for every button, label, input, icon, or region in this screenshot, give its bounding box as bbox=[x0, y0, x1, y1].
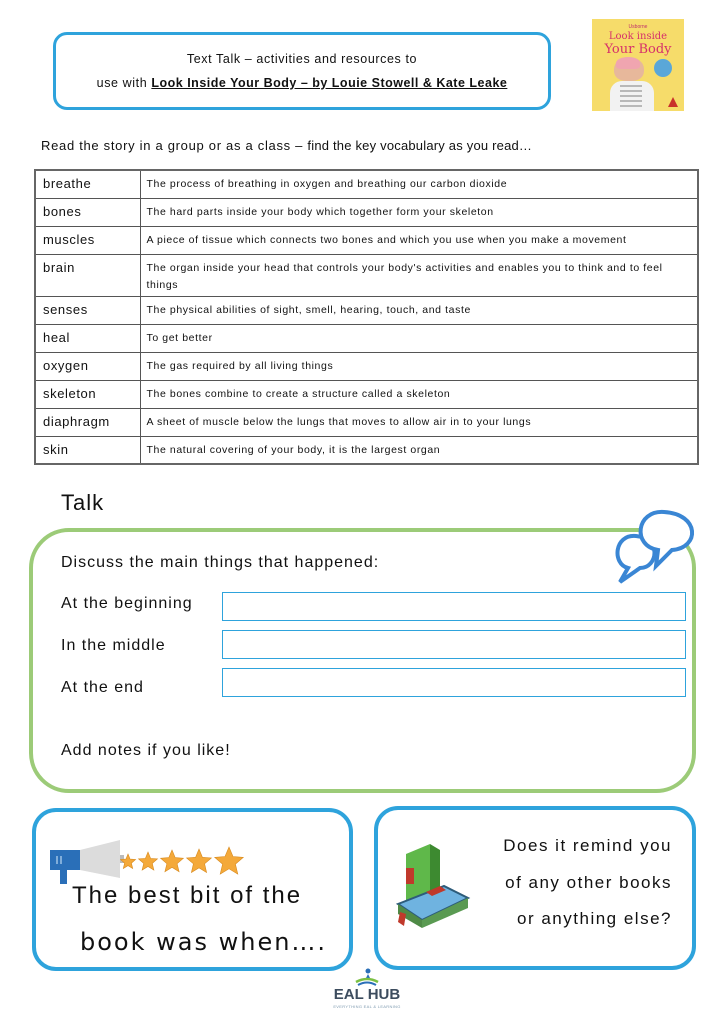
cover-tent-illustration bbox=[668, 97, 678, 107]
vocabulary-definition: To get better bbox=[140, 324, 698, 352]
vocabulary-definition: The organ inside your head that controls your body's activities and enables you to think and to feel things bbox=[140, 254, 698, 296]
remind-box bbox=[374, 806, 696, 970]
cover-title-line-2: Your Body bbox=[604, 42, 672, 57]
book-cover-image bbox=[592, 19, 684, 111]
logo-tagline: EVERYTHING EAL & LEARNING bbox=[333, 1004, 401, 1009]
header-line-2-prefix: use with bbox=[96, 76, 152, 90]
header-line-2 bbox=[56, 71, 548, 95]
intro-text: Read the story in a group or as a class – bbox=[41, 138, 308, 153]
logo-figure-icon bbox=[354, 968, 380, 986]
star-icon bbox=[215, 847, 244, 874]
book-reference-link[interactable]: Look Inside Your Body – by Louie Stowell & Kate Leake bbox=[151, 76, 508, 90]
middle-field[interactable] bbox=[222, 630, 686, 659]
vocabulary-word: heal bbox=[35, 324, 140, 352]
megaphone-icon bbox=[48, 838, 128, 888]
vocabulary-row bbox=[35, 198, 698, 226]
star-icon bbox=[187, 849, 212, 873]
star-icon bbox=[120, 854, 135, 869]
star-icon bbox=[139, 852, 158, 870]
remind-line-3: or anything else? bbox=[517, 909, 672, 928]
vocabulary-row bbox=[35, 226, 698, 254]
vocabulary-row bbox=[35, 324, 698, 352]
vocabulary-row bbox=[35, 296, 698, 324]
vocabulary-row bbox=[35, 254, 698, 296]
header-box bbox=[53, 32, 551, 110]
vocabulary-definition: A piece of tissue which connects two bones and which you use when you make a movement bbox=[140, 226, 698, 254]
vocabulary-word: senses bbox=[35, 296, 140, 324]
vocabulary-definition: The bones combine to create a structure called a skeleton bbox=[140, 380, 698, 408]
rating-stars bbox=[120, 842, 265, 878]
cover-publisher: Usborne bbox=[628, 24, 648, 30]
row-label-beginning: At the beginning bbox=[61, 595, 193, 612]
row-label-end: At the end bbox=[61, 679, 144, 696]
logo-name: EAL HUB bbox=[333, 986, 401, 1003]
cover-brain-illustration bbox=[616, 57, 640, 69]
eal-hub-logo bbox=[330, 968, 404, 1014]
star-icon bbox=[161, 850, 184, 872]
vocabulary-word: skin bbox=[35, 436, 140, 464]
speech-bubbles-icon bbox=[606, 506, 702, 588]
talk-prompt: Discuss the main things that happened: bbox=[61, 554, 380, 571]
vocabulary-word: oxygen bbox=[35, 352, 140, 380]
vocabulary-definition: The natural covering of your body, it is the largest organ bbox=[140, 436, 698, 464]
vocabulary-row bbox=[35, 436, 698, 464]
vocabulary-word: muscles bbox=[35, 226, 140, 254]
vocabulary-definition: The process of breathing in oxygen and breathing our carbon dioxide bbox=[140, 170, 698, 198]
vocabulary-word: brain bbox=[35, 254, 140, 296]
remind-line-2: of any other books bbox=[505, 873, 672, 892]
vocabulary-table bbox=[34, 169, 699, 465]
vocabulary-definition: The physical abilities of sight, smell, hearing, touch, and taste bbox=[140, 296, 698, 324]
vocabulary-row bbox=[35, 380, 698, 408]
vocabulary-row bbox=[35, 170, 698, 198]
books-icon bbox=[396, 842, 476, 928]
vocabulary-word: bones bbox=[35, 198, 140, 226]
beginning-field[interactable] bbox=[222, 592, 686, 621]
talk-box bbox=[29, 528, 696, 793]
vocabulary-definition: The gas required by all living things bbox=[140, 352, 698, 380]
vocabulary-row bbox=[35, 408, 698, 436]
cover-title-line-1: Look inside bbox=[608, 31, 668, 42]
cover-badge bbox=[654, 59, 672, 77]
best-bit-box bbox=[32, 808, 353, 971]
intro-instruction bbox=[41, 138, 532, 153]
vocabulary-word: skeleton bbox=[35, 380, 140, 408]
row-label-middle: In the middle bbox=[61, 637, 166, 654]
vocabulary-definition: A sheet of muscle below the lungs that moves to allow air in to your lungs bbox=[140, 408, 698, 436]
vocabulary-word: breathe bbox=[35, 170, 140, 198]
best-bit-line-2: book was when…. bbox=[80, 928, 328, 956]
vocabulary-row bbox=[35, 352, 698, 380]
talk-heading: Talk bbox=[61, 490, 105, 515]
cover-ribs-illustration bbox=[620, 85, 642, 107]
intro-highlight: find the key vocabulary as you read… bbox=[307, 138, 533, 153]
remind-line-1: Does it remind you bbox=[503, 836, 672, 855]
vocabulary-definition: The hard parts inside your body which together form your skeleton bbox=[140, 198, 698, 226]
best-bit-line-1: The best bit of the bbox=[72, 882, 303, 909]
header-line-1: Text Talk – activities and resources to bbox=[186, 52, 418, 66]
vocabulary-word: diaphragm bbox=[35, 408, 140, 436]
end-field[interactable] bbox=[222, 668, 686, 697]
notes-prompt: Add notes if you like! bbox=[61, 742, 231, 759]
